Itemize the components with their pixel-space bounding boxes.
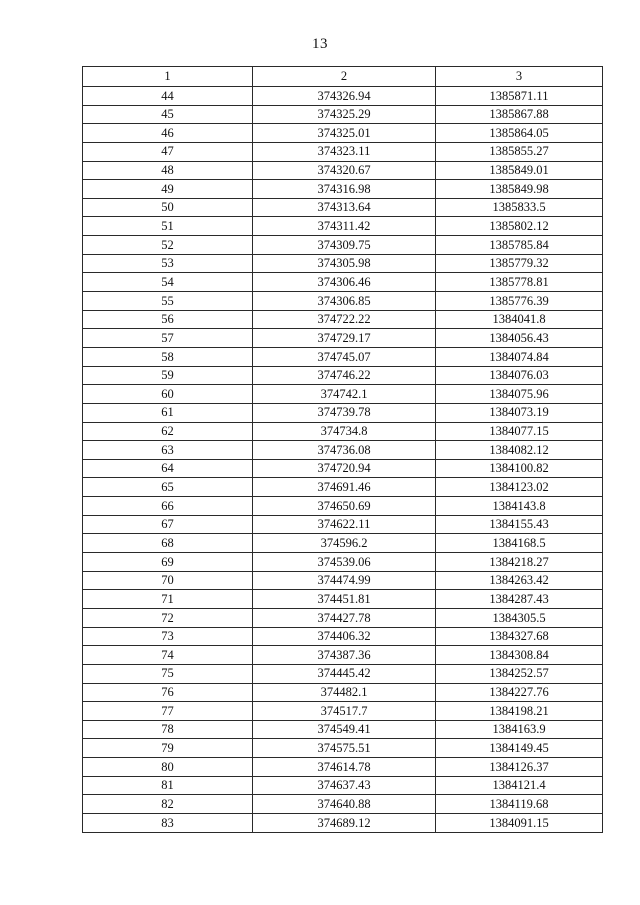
x-coordinate-cell: 374474.99 xyxy=(253,571,436,590)
point-number-cell: 60 xyxy=(83,385,253,404)
point-number-cell: 52 xyxy=(83,236,253,255)
point-number-cell: 82 xyxy=(83,795,253,814)
column-header-2: 2 xyxy=(253,67,436,87)
table-row xyxy=(83,497,603,516)
x-coordinate-cell: 374637.43 xyxy=(253,776,436,795)
x-coordinate-cell: 374691.46 xyxy=(253,478,436,497)
y-coordinate-cell: 1384287.43 xyxy=(436,590,603,609)
table-body xyxy=(83,87,603,833)
y-coordinate-cell: 1384073.19 xyxy=(436,403,603,422)
y-coordinate-cell: 1384305.5 xyxy=(436,608,603,627)
table-row xyxy=(83,366,603,385)
y-coordinate-cell: 1385871.11 xyxy=(436,87,603,106)
y-coordinate-cell: 1384076.03 xyxy=(436,366,603,385)
x-coordinate-cell: 374650.69 xyxy=(253,497,436,516)
point-number-cell: 50 xyxy=(83,198,253,217)
x-coordinate-cell: 374387.36 xyxy=(253,646,436,665)
y-coordinate-cell: 1384121.4 xyxy=(436,776,603,795)
y-coordinate-cell: 1384252.57 xyxy=(436,664,603,683)
point-number-cell: 47 xyxy=(83,142,253,161)
x-coordinate-cell: 374720.94 xyxy=(253,459,436,478)
y-coordinate-cell: 1384327.68 xyxy=(436,627,603,646)
point-number-cell: 66 xyxy=(83,497,253,516)
point-number-cell: 75 xyxy=(83,664,253,683)
point-number-cell: 68 xyxy=(83,534,253,553)
table-row xyxy=(83,664,603,683)
x-coordinate-cell: 374640.88 xyxy=(253,795,436,814)
x-coordinate-cell: 374482.1 xyxy=(253,683,436,702)
y-coordinate-cell: 1384149.45 xyxy=(436,739,603,758)
y-coordinate-cell: 1385802.12 xyxy=(436,217,603,236)
point-number-cell: 72 xyxy=(83,608,253,627)
table-row xyxy=(83,347,603,366)
table-row xyxy=(83,534,603,553)
x-coordinate-cell: 374306.46 xyxy=(253,273,436,292)
point-number-cell: 81 xyxy=(83,776,253,795)
table-row xyxy=(83,795,603,814)
table-row xyxy=(83,776,603,795)
point-number-cell: 44 xyxy=(83,87,253,106)
y-coordinate-cell: 1385779.32 xyxy=(436,254,603,273)
y-coordinate-cell: 1385864.05 xyxy=(436,124,603,143)
point-number-cell: 48 xyxy=(83,161,253,180)
x-coordinate-cell: 374309.75 xyxy=(253,236,436,255)
y-coordinate-cell: 1384126.37 xyxy=(436,758,603,777)
x-coordinate-cell: 374722.22 xyxy=(253,310,436,329)
y-coordinate-cell: 1385849.01 xyxy=(436,161,603,180)
point-number-cell: 51 xyxy=(83,217,253,236)
point-number-cell: 70 xyxy=(83,571,253,590)
y-coordinate-cell: 1384075.96 xyxy=(436,385,603,404)
table-header-row xyxy=(83,67,603,87)
x-coordinate-cell: 374736.08 xyxy=(253,441,436,460)
table-row xyxy=(83,683,603,702)
x-coordinate-cell: 374451.81 xyxy=(253,590,436,609)
y-coordinate-cell: 1384082.12 xyxy=(436,441,603,460)
table-row xyxy=(83,403,603,422)
x-coordinate-cell: 374406.32 xyxy=(253,627,436,646)
point-number-cell: 83 xyxy=(83,813,253,832)
point-number-cell: 71 xyxy=(83,590,253,609)
x-coordinate-cell: 374306.85 xyxy=(253,292,436,311)
y-coordinate-cell: 1384263.42 xyxy=(436,571,603,590)
x-coordinate-cell: 374316.98 xyxy=(253,180,436,199)
y-coordinate-cell: 1384168.5 xyxy=(436,534,603,553)
table-row xyxy=(83,142,603,161)
x-coordinate-cell: 374427.78 xyxy=(253,608,436,627)
table-row xyxy=(83,553,603,572)
table-row xyxy=(83,515,603,534)
y-coordinate-cell: 1384163.9 xyxy=(436,720,603,739)
table-row xyxy=(83,180,603,199)
table-row xyxy=(83,254,603,273)
point-number-cell: 55 xyxy=(83,292,253,311)
point-number-cell: 80 xyxy=(83,758,253,777)
y-coordinate-cell: 1384077.15 xyxy=(436,422,603,441)
point-number-cell: 54 xyxy=(83,273,253,292)
point-number-cell: 46 xyxy=(83,124,253,143)
point-number-cell: 62 xyxy=(83,422,253,441)
point-number-cell: 45 xyxy=(83,105,253,124)
x-coordinate-cell: 374734.8 xyxy=(253,422,436,441)
x-coordinate-cell: 374614.78 xyxy=(253,758,436,777)
table-row xyxy=(83,478,603,497)
table-row xyxy=(83,571,603,590)
table-row xyxy=(83,608,603,627)
point-number-cell: 61 xyxy=(83,403,253,422)
x-coordinate-cell: 374313.64 xyxy=(253,198,436,217)
coordinates-table xyxy=(82,66,603,833)
x-coordinate-cell: 374689.12 xyxy=(253,813,436,832)
table-row xyxy=(83,422,603,441)
y-coordinate-cell: 1384091.15 xyxy=(436,813,603,832)
y-coordinate-cell: 1384074.84 xyxy=(436,347,603,366)
y-coordinate-cell: 1384143.8 xyxy=(436,497,603,516)
x-coordinate-cell: 374746.22 xyxy=(253,366,436,385)
x-coordinate-cell: 374739.78 xyxy=(253,403,436,422)
y-coordinate-cell: 1385776.39 xyxy=(436,292,603,311)
x-coordinate-cell: 374742.1 xyxy=(253,385,436,404)
point-number-cell: 79 xyxy=(83,739,253,758)
y-coordinate-cell: 1384155.43 xyxy=(436,515,603,534)
y-coordinate-cell: 1384198.21 xyxy=(436,702,603,721)
table-row xyxy=(83,739,603,758)
x-coordinate-cell: 374517.7 xyxy=(253,702,436,721)
point-number-cell: 63 xyxy=(83,441,253,460)
point-number-cell: 77 xyxy=(83,702,253,721)
table-row xyxy=(83,813,603,832)
table-row xyxy=(83,310,603,329)
table-row xyxy=(83,198,603,217)
table-row xyxy=(83,105,603,124)
table-row xyxy=(83,702,603,721)
table-row xyxy=(83,720,603,739)
point-number-cell: 56 xyxy=(83,310,253,329)
table-row xyxy=(83,590,603,609)
point-number-cell: 57 xyxy=(83,329,253,348)
y-coordinate-cell: 1385855.27 xyxy=(436,142,603,161)
table-row xyxy=(83,646,603,665)
table-row xyxy=(83,758,603,777)
y-coordinate-cell: 1384119.68 xyxy=(436,795,603,814)
table-row xyxy=(83,292,603,311)
point-number-cell: 49 xyxy=(83,180,253,199)
y-coordinate-cell: 1384056.43 xyxy=(436,329,603,348)
x-coordinate-cell: 374325.01 xyxy=(253,124,436,143)
x-coordinate-cell: 374305.98 xyxy=(253,254,436,273)
x-coordinate-cell: 374596.2 xyxy=(253,534,436,553)
x-coordinate-cell: 374745.07 xyxy=(253,347,436,366)
y-coordinate-cell: 1384041.8 xyxy=(436,310,603,329)
point-number-cell: 59 xyxy=(83,366,253,385)
x-coordinate-cell: 374311.42 xyxy=(253,217,436,236)
x-coordinate-cell: 374320.67 xyxy=(253,161,436,180)
x-coordinate-cell: 374326.94 xyxy=(253,87,436,106)
y-coordinate-cell: 1385867.88 xyxy=(436,105,603,124)
x-coordinate-cell: 374729.17 xyxy=(253,329,436,348)
x-coordinate-cell: 374575.51 xyxy=(253,739,436,758)
x-coordinate-cell: 374325.29 xyxy=(253,105,436,124)
y-coordinate-cell: 1385778.81 xyxy=(436,273,603,292)
x-coordinate-cell: 374445.42 xyxy=(253,664,436,683)
table-row xyxy=(83,441,603,460)
table-row xyxy=(83,87,603,106)
table-row xyxy=(83,161,603,180)
column-header-3: 3 xyxy=(436,67,603,87)
point-number-cell: 69 xyxy=(83,553,253,572)
table-row xyxy=(83,273,603,292)
table-row xyxy=(83,236,603,255)
table-row xyxy=(83,217,603,236)
y-coordinate-cell: 1384308.84 xyxy=(436,646,603,665)
y-coordinate-cell: 1385785.84 xyxy=(436,236,603,255)
x-coordinate-cell: 374539.06 xyxy=(253,553,436,572)
y-coordinate-cell: 1384123.02 xyxy=(436,478,603,497)
y-coordinate-cell: 1384227.76 xyxy=(436,683,603,702)
x-coordinate-cell: 374622.11 xyxy=(253,515,436,534)
point-number-cell: 73 xyxy=(83,627,253,646)
point-number-cell: 53 xyxy=(83,254,253,273)
x-coordinate-cell: 374549.41 xyxy=(253,720,436,739)
table-row xyxy=(83,124,603,143)
table-row xyxy=(83,459,603,478)
page-number: 13 xyxy=(312,36,328,52)
point-number-cell: 76 xyxy=(83,683,253,702)
column-header-1: 1 xyxy=(83,67,253,87)
x-coordinate-cell: 374323.11 xyxy=(253,142,436,161)
table-row xyxy=(83,385,603,404)
y-coordinate-cell: 1384100.82 xyxy=(436,459,603,478)
table-row xyxy=(83,329,603,348)
y-coordinate-cell: 1385849.98 xyxy=(436,180,603,199)
y-coordinate-cell: 1384218.27 xyxy=(436,553,603,572)
point-number-cell: 67 xyxy=(83,515,253,534)
point-number-cell: 58 xyxy=(83,347,253,366)
point-number-cell: 74 xyxy=(83,646,253,665)
y-coordinate-cell: 1385833.5 xyxy=(436,198,603,217)
point-number-cell: 64 xyxy=(83,459,253,478)
point-number-cell: 65 xyxy=(83,478,253,497)
point-number-cell: 78 xyxy=(83,720,253,739)
table-row xyxy=(83,627,603,646)
